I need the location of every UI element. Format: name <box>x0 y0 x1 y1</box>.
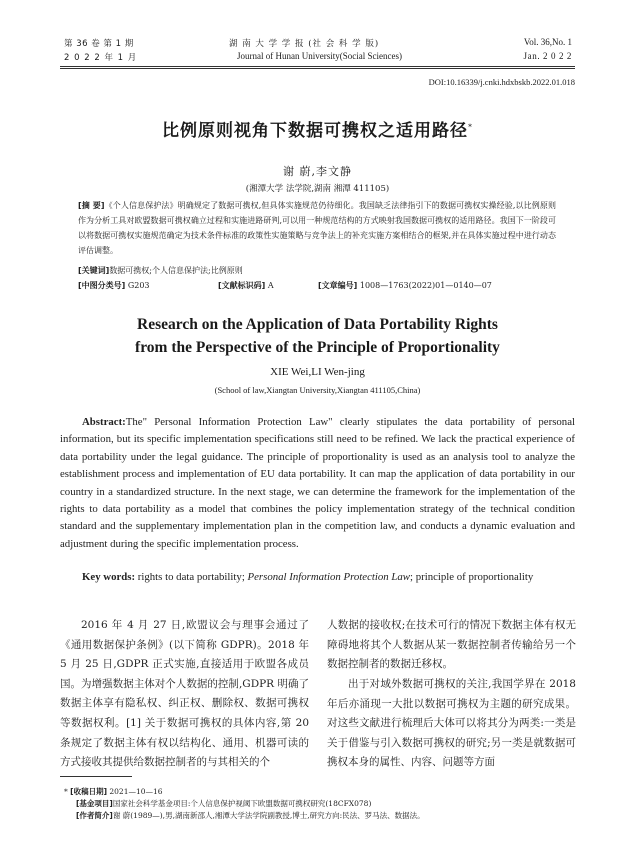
body-right-column-p1: 人数据的接收权;在技术可行的情况下数据主体有权无障碍地将其个人数据从某一数据控制者传输给另一个数据控制者的数据迁移权。 <box>327 619 576 671</box>
header-rule-bottom <box>60 68 575 69</box>
journal-volume: 第 36 卷 第 1 期 <box>64 39 134 49</box>
keywords-cn-label: [关键词] <box>78 266 110 275</box>
body-left-column: 2016 年 4 月 27 日,欧盟议会与理事会通过了《通用数据保护条例》(以下简称 GDPR)。2018 年 5 月 25 日,GDPR 正式实施,直接适用于欧盟各成员国。为增强数据主体对个人数据的控制,GDPR 明确了数据主体享有隐私权、纠正权、删除权、数据可携权等数据权利。[1] 关于数据可携权的具体内容,第 20 条规定了数据主体有权以结构化、通用、机器可读的方式接收其提供给数据控制者的与其相关的个 <box>60 619 309 769</box>
volume-en: Vol. 36,No. 1 <box>523 37 572 47</box>
clc-value: G203 <box>127 281 150 290</box>
received-label: [收稿日期] <box>70 787 107 796</box>
clc-label: [中图分类号] <box>78 281 126 290</box>
clc-number <box>78 278 150 293</box>
doc-code-value: A <box>267 281 274 290</box>
received-value: 2021—10—16 <box>109 787 163 796</box>
header-rule-top <box>60 66 575 67</box>
author-bio-label: [作者简介] <box>76 811 113 820</box>
keywords-en-label: Key words: <box>82 571 136 583</box>
affiliation-en: (School of law,Xiangtan University,Xiangtan 411105,China) <box>214 385 421 395</box>
title-en-line1: Research on the Application of Data Portability Rights <box>137 316 498 333</box>
abstract-cn-label: [摘 要] <box>78 201 105 210</box>
authors-cn: 谢 蔚,李文静 <box>283 165 352 178</box>
author-bio-value: 谢 蔚(1989—),男,湖南新邵人,湘潭大学法学院副教授,博士,研究方向:民法、罗马法、数据法。 <box>112 811 425 820</box>
date-en: Jan. 2 0 2 2 <box>523 51 572 61</box>
abstract-cn-text: 《个人信息保护法》明确规定了数据可携权,但具体实施规范仍待细化。我国缺乏法律指引下的数据可携权实操经验,以比例原则作为分析工具对欧盟数据可携权确立过程和实施进路研判,可以用一种规范结构的方式映射我国数据可携权的适用路径。我国下一阶段可以将数据可携权实施规范确定为技术条件标准的政策性实施策略与竞争法上的补充实施方案相结合的框架,并在具体实施过程中进行动态评估调整。 <box>78 201 556 255</box>
footnote-star: * <box>64 787 68 796</box>
document-code <box>218 278 274 293</box>
footnote-fund <box>76 798 371 810</box>
keywords-en-part1: rights to data portability; <box>137 571 245 583</box>
journal-name-en: Journal of Hunan University(Social Sciences) <box>237 51 402 61</box>
keywords-en-law: Personal Information Protection Law <box>247 571 410 583</box>
keywords-en-part3: ; principle of proportionality <box>410 571 534 583</box>
journal-name-cn: 湖 南 大 学 学 报 (社 会 科 学 版) <box>229 39 380 49</box>
footnote-author <box>76 810 425 822</box>
doc-code-label: [文献标识码] <box>218 281 266 290</box>
article-number-value: 1008—1763(2022)01—0140—07 <box>359 281 492 290</box>
footnote-received <box>64 786 163 798</box>
title-en-line2: from the Perspective of the Principle of Proportionality <box>135 339 500 356</box>
article-number-label: [文章编号] <box>318 281 358 290</box>
keywords-cn <box>78 263 243 278</box>
abstract-en-text: The" Personal Information Protection Law" clearly stipulates the data portability of personal information, but its specific implementation specifications still need to be refined. We lack the practical experience of data portability under the legal guidance. The principle of proportionality is used as an analysis tool to analyze the establishment process and implementation of EU data portability. It can map the application of data portability in our country in a standardized structure. In the next stage, we can determine the framework for the implementation of the rights to data portability as a model that combines the policy implementation strategy of the technical condition standard and the supplementary implementation plan in the competition law, and conducts a dynamic evaluation and adjustment during the specific implementation process. <box>60 416 575 550</box>
keywords-en <box>60 569 575 586</box>
authors-en: XIE Wei,LI Wen-jing <box>270 366 365 378</box>
article-number <box>318 278 492 293</box>
doi: DOI:10.16339/j.cnki.hdxbskb.2022.01.018 <box>428 77 575 87</box>
footnote-rule <box>60 776 132 777</box>
title-cn <box>0 116 635 141</box>
fund-label: [基金项目] <box>76 799 113 808</box>
journal-date: 2 0 2 2 年 1 月 <box>64 53 138 63</box>
body-right-column-p2: 出于对域外数据可携权的关注,我国学界在 2018 年后亦涌现一大批以数据可携权为主题的研究成果。对这些文献进行梳理后大体可以将其分为两类:一类是关于借鉴与引入数据可携权的研究;另一类是就数据可携权本身的属性、内容、问题等方面 <box>327 678 576 769</box>
abstract-en-label: Abstract: <box>82 416 126 428</box>
affiliation-cn: (湘潭大学 法学院,湖南 湘潭 411105) <box>245 184 390 194</box>
title-cn-text: 比例原则视角下数据可携权之适用路径 <box>162 121 468 141</box>
keywords-cn-text: 数据可携权;个人信息保护法;比例原则 <box>109 266 243 275</box>
fund-value: 国家社会科学基金项目:个人信息保护视阈下欧盟数据可携权研究(18CFX078) <box>112 799 372 808</box>
abstract-cn <box>78 198 556 258</box>
abstract-en <box>60 414 575 553</box>
title-footnote-mark: * <box>468 122 473 132</box>
